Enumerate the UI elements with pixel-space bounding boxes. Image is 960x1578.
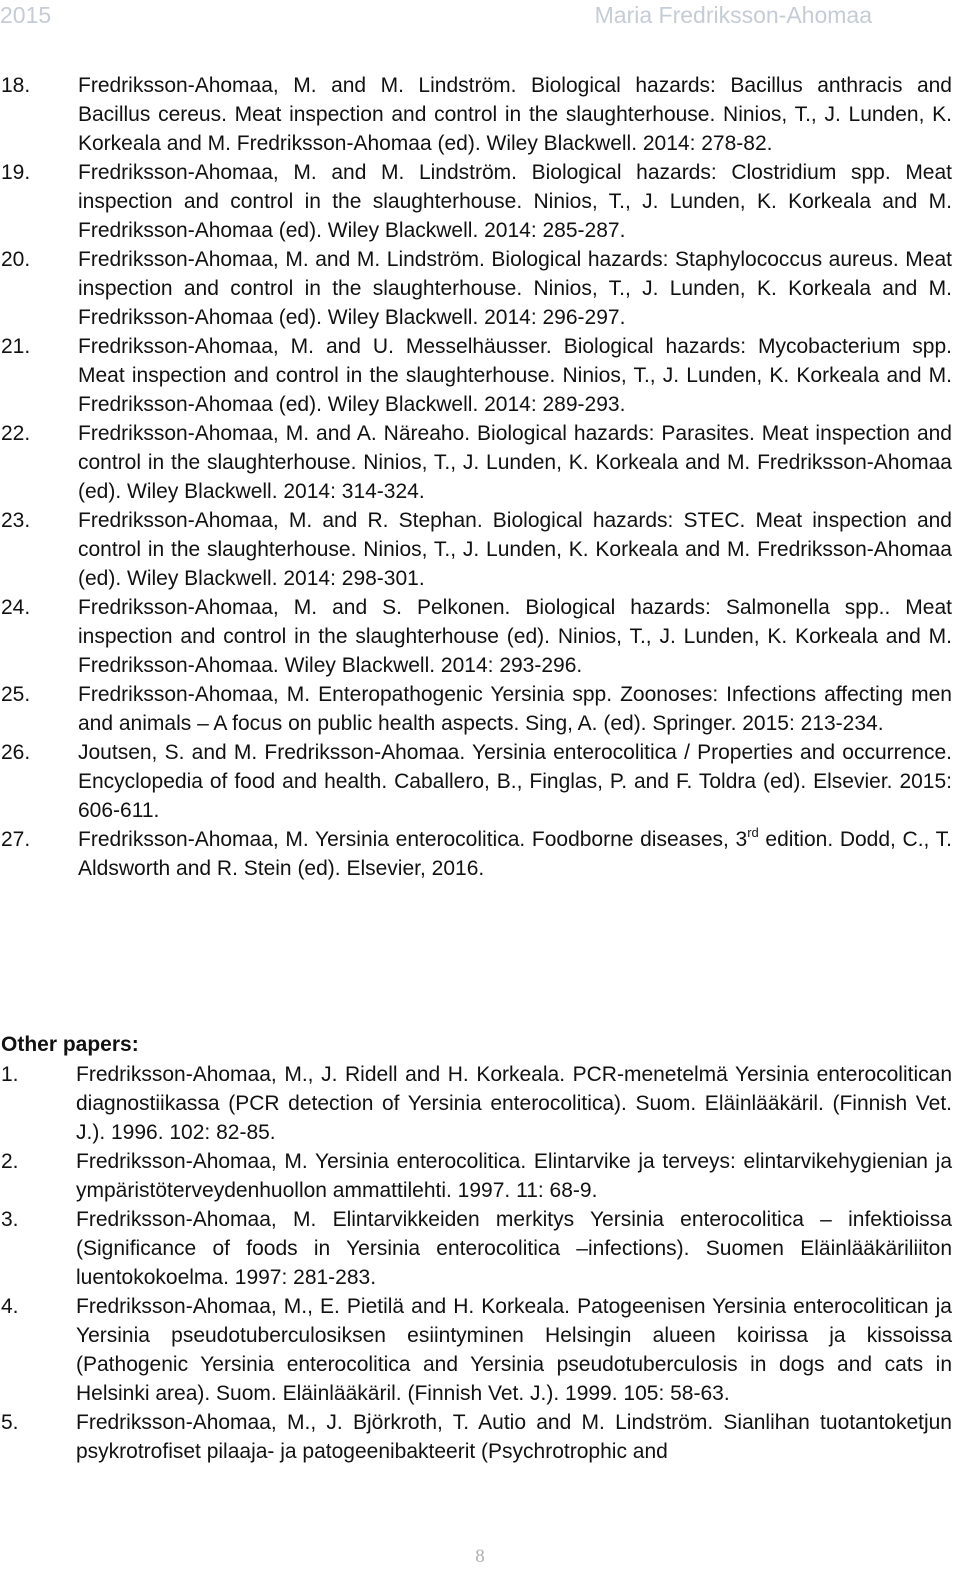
reference-text [78,825,952,880]
reference-text-end: edition. Dodd, C., T. Aldsworth and R. Stein (ed). Elsevier, 2016. [78,828,952,880]
reference-item [0,506,952,593]
reference-item [0,419,952,506]
paper-text: Fredriksson-Ahomaa, M., J. Björkroth, T. Autio and M. Lindström. Sianlihan tuotantoketjun psykrotrofiset pilaaja- ja patogeenibakteerit (Psychrotrophic and [76,1411,952,1463]
reference-text: Fredriksson-Ahomaa, M. and M. Lindström. Biological hazards: Staphylococcus aureus. Meat inspection and control in the slaughterhouse. Ninios, T., J. Lunden, K. Korkeala and M. Fredriksson-Ahomaa (ed). Wiley Blackwell. 2014: 296-297. [78,248,952,329]
reference-item [0,680,952,738]
paper-text: Fredriksson-Ahomaa, M., E. Pietilä and H. Korkeala. Patogeenisen Yersinia enterocolitican ja Yersinia pseudotuberculosiksen esiintyminen Helsingin alueen koirissa ja kissoissa (Pathogenic Yersinia enterocolitica and Yersinia pseudotuberculosis in dogs and cats in Helsinki area). Suom. Eläinlääkäril. (Finnish Vet. J.). 1999. 105: 58-63. [76,1295,952,1405]
reference-item [0,825,952,883]
header-author: Maria Fredriksson-Ahomaa [594,2,872,28]
reference-number: 20. [1,248,31,271]
reference-text: Fredriksson-Ahomaa, M. and R. Stephan. Biological hazards: STEC. Meat inspection and control in the slaughterhouse. Ninios, T., J. Lunden, K. Korkeala and M. Fredriksson-Ahomaa (ed). Wiley Blackwell. 2014: 298-301. [78,509,952,590]
reference-number: 26. [1,741,31,764]
other-papers-list [0,1060,952,1466]
reference-number: 18. [1,74,31,97]
reference-item [0,71,952,158]
reference-text: Fredriksson-Ahomaa, M. and M. Lindström. Biological hazards: Clostridium spp. Meat inspection and control in the slaughterhouse. Ninios, T., J. Lunden, K. Korkeala and M. Fredriksson-Ahomaa (ed). Wiley Blackwell. 2014: 285-287. [78,161,952,242]
paper-item [0,1408,952,1466]
reference-number: 23. [1,509,31,532]
page-header [0,2,960,32]
reference-text: Fredriksson-Ahomaa, M. and U. Messelhäusser. Biological hazards: Mycobacterium spp. Meat inspection and control in the slaughterhouse. Ninios, T., J. Lunden, K. Korkeala and M. Fredriksson-Ahomaa (ed). Wiley Blackwell. 2014: 289-293. [78,335,952,416]
reference-number: 27. [1,828,31,851]
reference-text: Joutsen, S. and M. Fredriksson-Ahomaa. Yersinia enterocolitica / Properties and occurrence. Encyclopedia of food and health. Caballero, B., Finglas, P. and F. Toldra (ed). Elsevier. 2015: 606-611. [78,741,952,822]
paper-item [0,1205,952,1292]
paper-number: 3. [1,1208,19,1231]
page-number: 8 [475,1546,485,1567]
reference-list [0,71,952,883]
paper-number: 4. [1,1295,19,1318]
reference-item [0,738,952,825]
paper-number: 2. [1,1150,19,1173]
reference-text: Fredriksson-Ahomaa, M. Enteropathogenic Yersinia spp. Zoonoses: Infections affecting men and animals – A focus on public health aspects. Sing, A. (ed). Springer. 2015: 213-234. [78,683,952,735]
paper-text: Fredriksson-Ahomaa, M. Yersinia enterocolitica. Elintarvike ja terveys: elintarvikehygienian ja ympäristöterveydenhuollon ammattilehti. 1997. 11: 68-9. [76,1150,952,1202]
reference-text: Fredriksson-Ahomaa, M. and A. Näreaho. Biological hazards: Parasites. Meat inspection and control in the slaughterhouse. Ninios, T., J. Lunden, K. Korkeala and M. Fredriksson-Ahomaa (ed). Wiley Blackwell. 2014: 314-324. [78,422,952,503]
ordinal-superscript: rd [747,825,759,840]
reference-item [0,245,952,332]
paper-number: 1. [1,1063,19,1086]
header-year: 2015 [0,2,52,28]
paper-text: Fredriksson-Ahomaa, M. Elintarvikkeiden merkitys Yersinia enterocolitica – infektioissa (Significance of foods in Yersinia enterocolitica –infections). Suomen Eläinlääkäriliiton luentokokoelma. 1997: 281-283. [76,1208,952,1289]
reference-item [0,158,952,245]
reference-item [0,332,952,419]
reference-item [0,593,952,680]
reference-text-main: Fredriksson-Ahomaa, M. Yersinia enterocolitica. Foodborne diseases, 3 [78,828,748,851]
reference-number: 21. [1,335,31,358]
paper-text: Fredriksson-Ahomaa, M., J. Ridell and H. Korkeala. PCR-menetelmä Yersinia enterocolitican diagnostiikassa (PCR detection of Yersinia enterocolitica). Suom. Eläinlääkäril. (Finnish Vet. J.). 1996. 102: 82-85. [76,1063,952,1144]
reference-text: Fredriksson-Ahomaa, M. and M. Lindström. Biological hazards: Bacillus anthracis and Bacillus cereus. Meat inspection and control in the slaughterhouse. Ninios, T., J. Lunden, K. Korkeala and M. Fredriksson-Ahomaa (ed). Wiley Blackwell. 2014: 278-82. [78,74,952,155]
paper-item [0,1060,952,1147]
reference-number: 19. [1,161,31,184]
paper-number: 5. [1,1411,19,1434]
other-papers-heading: Other papers: [1,1033,139,1056]
reference-number: 24. [1,596,31,619]
reference-number: 22. [1,422,31,445]
reference-text: Fredriksson-Ahomaa, M. and S. Pelkonen. Biological hazards: Salmonella spp.. Meat inspection and control in the slaughterhouse (ed). Ninios, T., J. Lunden, K. Korkeala and M. Fredriksson-Ahomaa. Wiley Blackwell. 2014: 293-296. [78,596,952,677]
paper-item [0,1292,952,1408]
paper-item [0,1147,952,1205]
reference-number: 25. [1,683,31,706]
